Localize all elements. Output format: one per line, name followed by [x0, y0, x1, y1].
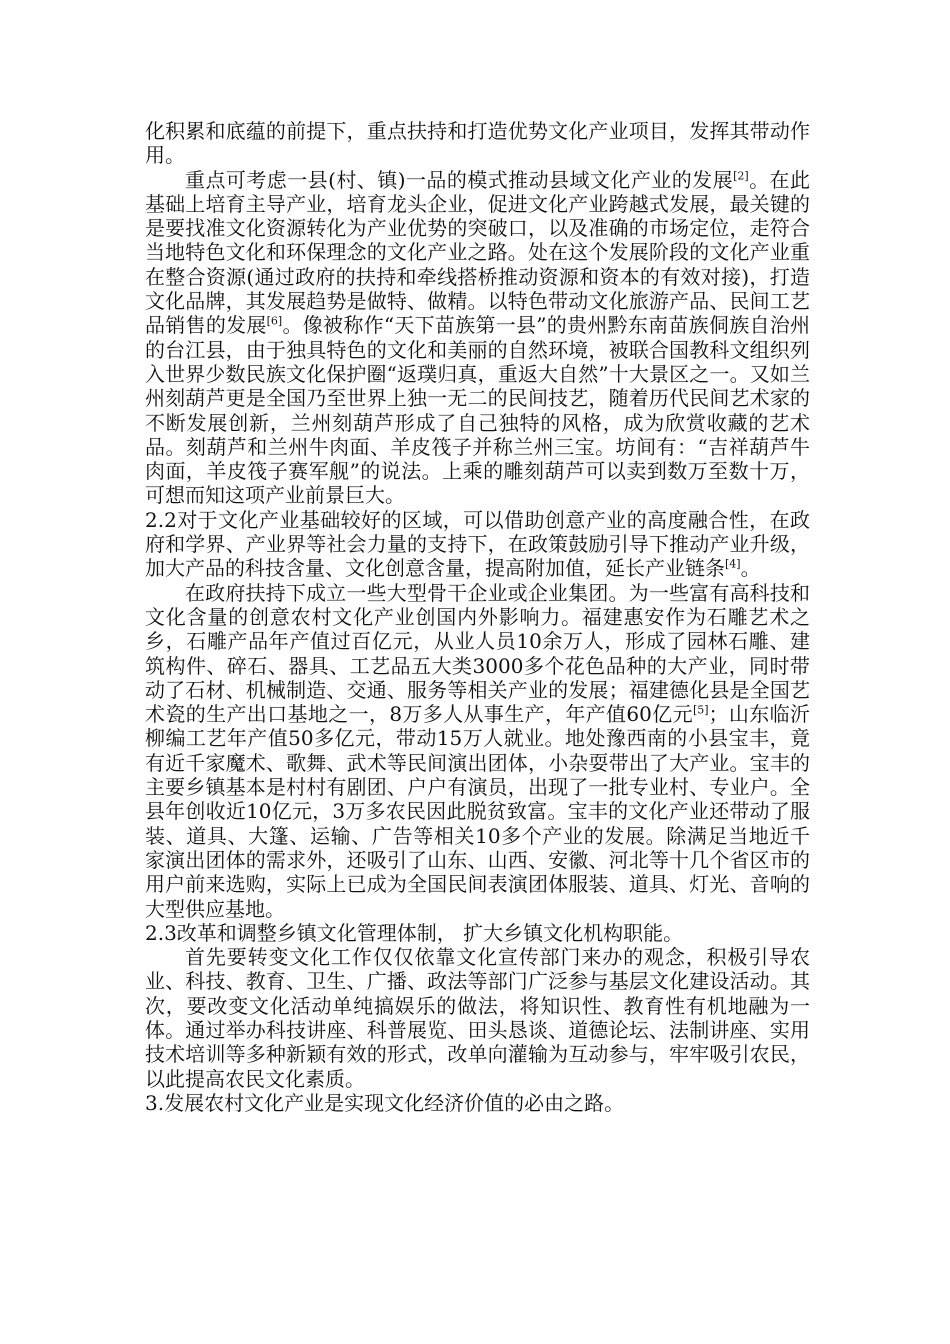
body-paragraph: [145, 119, 810, 168]
document-page: [145, 0, 810, 1344]
body-paragraph: [145, 1091, 810, 1115]
paragraph-text: 重点可考虑一县(村、镇)一品的模式推动县域文化产业的发展: [185, 167, 734, 192]
paragraph-text: ；山东临沂柳编工艺年产值50多亿元，带动15万人就业。地处豫西南的小县宝丰，竟有近千家魔术、歌舞、武术等民间演出团体，小杂耍带出了大产业。宝丰的主要乡镇基本是村村有剧团、户户有演员，出现了一批专业村、专业户。全县年创收近10亿元，3万多农民因此脱贫致富。宝丰的文化产业还带动了服装、道具、大篷、运输、广告等相关10多个产业的发展。除满足当地近千家演出团体的需求外，还吸引了山东、山西、安徽、河北等十几个省区市的用户前来选购，实际上已成为全国民间表演团体服装、道具、灯光、音响的大型供应基地。: [145, 702, 810, 921]
paragraph-text: 2.3改革和调整乡镇文化管理体制， 扩大乡镇文化机构职能。: [145, 920, 684, 945]
citation-marker: [4]: [725, 557, 741, 571]
body-paragraph: [145, 168, 810, 508]
body-paragraph: [145, 508, 810, 581]
paragraph-text: 。: [740, 556, 761, 581]
paragraph-text: 在政府扶持下成立一些大型骨干企业或企业集团。为一些富有高科技和文化含量的创意农村文化产业创国内外影响力。福建惠安作为石雕艺术之乡，石雕产品年产值过百亿元，从业人员10余万人，形成了园林石雕、建筑构件、碎石、器具、工艺品五大类3000多个花色品种的大产业，同时带动了石材、机械制造、交通、服务等相关产业的发展；福建德化县是全国艺术瓷的生产出口基地之一，8万多人从事生产，年产值60亿元: [145, 580, 810, 727]
document-body: [145, 119, 810, 1115]
paragraph-text: 2.2对于文化产业基础较好的区域，可以借助创意产业的高度融合性，在政府和学界、产业界等社会力量的支持下，在政策鼓励引导下推动产业升级，加大产品的科技含量、文化创意含量，提高附加值，延长产业链条: [145, 507, 810, 581]
citation-marker: [2]: [733, 168, 749, 182]
citation-marker: [6]: [266, 314, 283, 328]
body-paragraph: [145, 581, 810, 921]
paragraph-text: 3.发展农村文化产业是实现文化经济价值的必由之路。: [145, 1090, 625, 1115]
citation-marker: [5]: [692, 703, 709, 717]
paragraph-text: 。像被称作“天下苗族第一县”的贵州黔东南苗族侗族自治州的台江县，由于独具特色的文化和美丽的自然环境，被联合国教科文组织列入世界少数民族文化保护圈“返璞归真，重返大自然”十大景区之一。又如兰州刻葫芦更是全国乃至世界上独一无二的民间技艺，随着历代民间艺术家的不断发展创新，兰州刻葫芦形成了自己独特的风格，成为欣赏收藏的艺术品。刻葫芦和兰州牛肉面、羊皮筏子并称兰州三宝。坊间有：“吉祥葫芦牛肉面，羊皮筏子赛军舰”的说法。上乘的雕刻葫芦可以卖到数万至数十万，可想而知这项产业前景巨大。: [145, 313, 811, 508]
paragraph-text: 化积累和底蕴的前提下，重点扶持和打造优势文化产业项目，发挥其带动作用。: [145, 119, 810, 168]
paragraph-text: 首先要转变文化工作仅仅依靠文化宣传部门来办的观念，积极引导农业、科技、教育、卫生、广播、政法等部门广泛参与基层文化建设活动。其次，要改变文化活动单纯搞娱乐的做法，将知识性、教育性有机地融为一体。通过举办科技讲座、科普展览、田头恳谈、道德论坛、法制讲座、实用技术培训等多种新颖有效的形式，改单向灌输为互动参与，牢牢吸引农民，以此提高农民文化素质。: [145, 945, 810, 1091]
body-paragraph: [145, 921, 810, 945]
paragraph-text: 。在此基础上培育主导产业，培育龙头企业，促进文化产业跨越式发展，最关键的是要找准文化资源转化为产业优势的突破口，以及准确的市场定位，走符合当地特色文化和环保理念的文化产业之路。处在这个发展阶段的文化产业重在整合资源(通过政府的扶持和牵线搭桥推动资源和资本的有效对接)，打造文化品牌，其发展趋势是做特、做精。以特色带动文化旅游产品、民间工艺品销售的发展: [145, 167, 811, 338]
body-paragraph: [145, 945, 810, 1091]
